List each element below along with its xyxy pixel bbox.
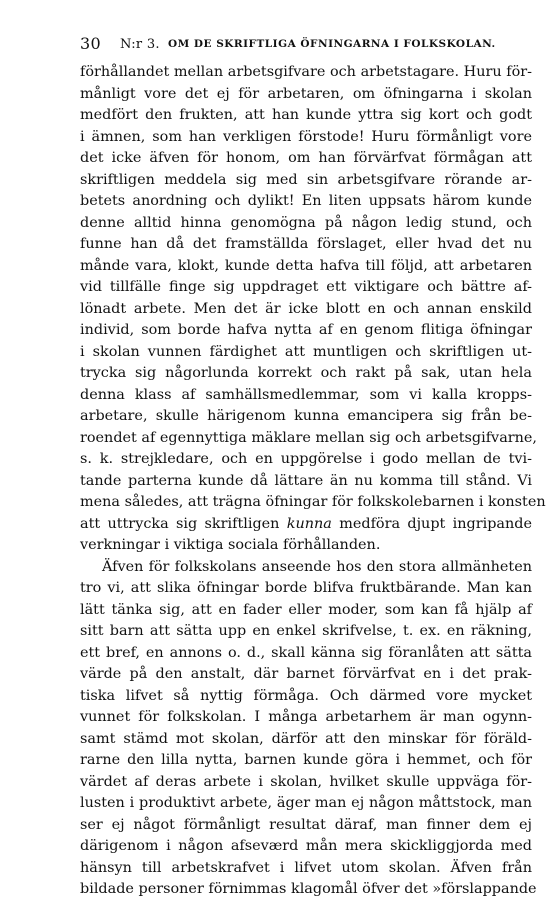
text-line: värde på den anstalt, där barnet förvärfvat en i det prak-: [80, 666, 532, 682]
text-line-with-emphasis: [80, 514, 532, 536]
text-line: denna klass af samhällsmedlemmar, som vi kalla kropps-: [80, 386, 532, 403]
paragraph-start-line: Äfven för folkskolans anseende hos den stora allmänheten: [102, 558, 532, 575]
emphasized-word: kunna: [286, 515, 332, 532]
text-line: individ, som borde hafva nytta af en genom flitiga öfningar: [80, 322, 532, 338]
text-line: ett bref, en annons o. d., skall känna sig föranlåten att sätta: [80, 644, 532, 661]
body-text: [80, 62, 546, 901]
text-line: samt stämd mot skolan, därför att den minskar för föräld-: [80, 730, 532, 747]
chapter-title: OM DE SKRIFTLIGA ÖFNINGARNA I FOLKSKOLAN.: [168, 38, 496, 50]
page-number: 30: [80, 34, 101, 53]
text-line: tiska lifvet så nyttig förmåga. Och därmed vore mycket: [80, 687, 532, 704]
text-segment: medföra djupt ingripande: [331, 515, 532, 532]
text-line: skriftligen meddela sig med sin arbetsgifvare rörande ar-: [80, 171, 532, 188]
text-line: månligt vore det ej för arbetaren, om öfningarna i skolan: [80, 85, 532, 102]
text-line: betets anordning och dylikt! En liten uppsats härom kunde: [80, 193, 532, 209]
text-line: i ämnen, som han verkligen förstode! Huru förmånligt vore: [80, 128, 532, 145]
text-line: mena således, att trägna öfningar för folkskolebarnen i konsten: [80, 494, 546, 510]
issue-number: N:r 3.: [120, 37, 160, 52]
text-line: funne han då det framställda förslaget, eller hvad det nu: [80, 236, 532, 252]
text-line: bildade personer förnimmas klagomål öfver det »förslappande: [80, 881, 537, 897]
text-segment: att uttrycka sig skriftligen: [80, 515, 287, 532]
text-line: vid tillfälle finge sig uppdraget ett viktigare och bättre af-: [80, 279, 532, 295]
text-line: trycka sig någorlunda korrekt och rakt på sak, utan hela: [80, 365, 532, 381]
text-line: ser ej något förmånligt resultat däraf, man finner dem ej: [80, 816, 532, 833]
text-line: rarne den lilla nytta, barnen kunde göra i hemmet, och för: [80, 752, 532, 768]
text-line: månde vara, klokt, kunde detta hafva till följd, att arbetaren: [80, 257, 532, 274]
text-line: vunnet för folkskolan. I många arbetarhem är man ogynn-: [80, 709, 532, 725]
text-line: värdet af deras arbete i skolan, hvilket skulle uppväga för-: [80, 773, 532, 790]
text-line: denne alltid hinna genomögna på någon ledig stund, och: [80, 214, 532, 231]
text-line: förhållandet mellan arbetsgifvare och arbetstagare. Huru för-: [80, 64, 532, 80]
text-line: det icke äfven för honom, om han förvärfvat förmågan att: [80, 150, 532, 166]
text-line: s. k. strejkledare, och en uppgörelse i godo mellan de tvi-: [80, 451, 532, 467]
text-line: arbetare, skulle härigenom kunna emancipera sig från be-: [80, 408, 532, 424]
text-line: roendet af egennyttiga mäklare mellan sig och arbetsgifvarne,: [80, 429, 538, 446]
paragraph-end-line: verkningar i viktiga sociala förhållanden.: [80, 537, 381, 553]
text-line: lusten i produktivt arbete, äger man ej någon måttstock, man: [80, 795, 532, 811]
text-line: därigenom i någon afseværd mån mera skickliggjorda med: [80, 838, 532, 854]
text-line: tande parterna kunde då lättare än nu komma till stånd. Vi: [80, 472, 532, 489]
text-line: hänsyn till arbetskrafvet i lifvet utom skolan. Äfven från: [80, 859, 532, 876]
text-line: lätt tänka sig, att en fader eller moder, som kan få hjälp af: [80, 601, 532, 618]
running-head: [80, 34, 532, 54]
text-line: medfört den frukten, att han kunde yttra sig kort och godt: [80, 107, 532, 123]
text-line: lönadt arbete. Men det är icke blott en och annan enskild: [80, 300, 532, 317]
text-line: sitt barn att sätta upp en enkel skrifvelse, t. ex. en räkning,: [80, 623, 532, 639]
text-line: tro vi, att slika öfningar borde blifva fruktbärande. Man kan: [80, 580, 532, 596]
text-line: i skolan vunnen färdighet att muntligen och skriftligen ut-: [80, 343, 532, 360]
